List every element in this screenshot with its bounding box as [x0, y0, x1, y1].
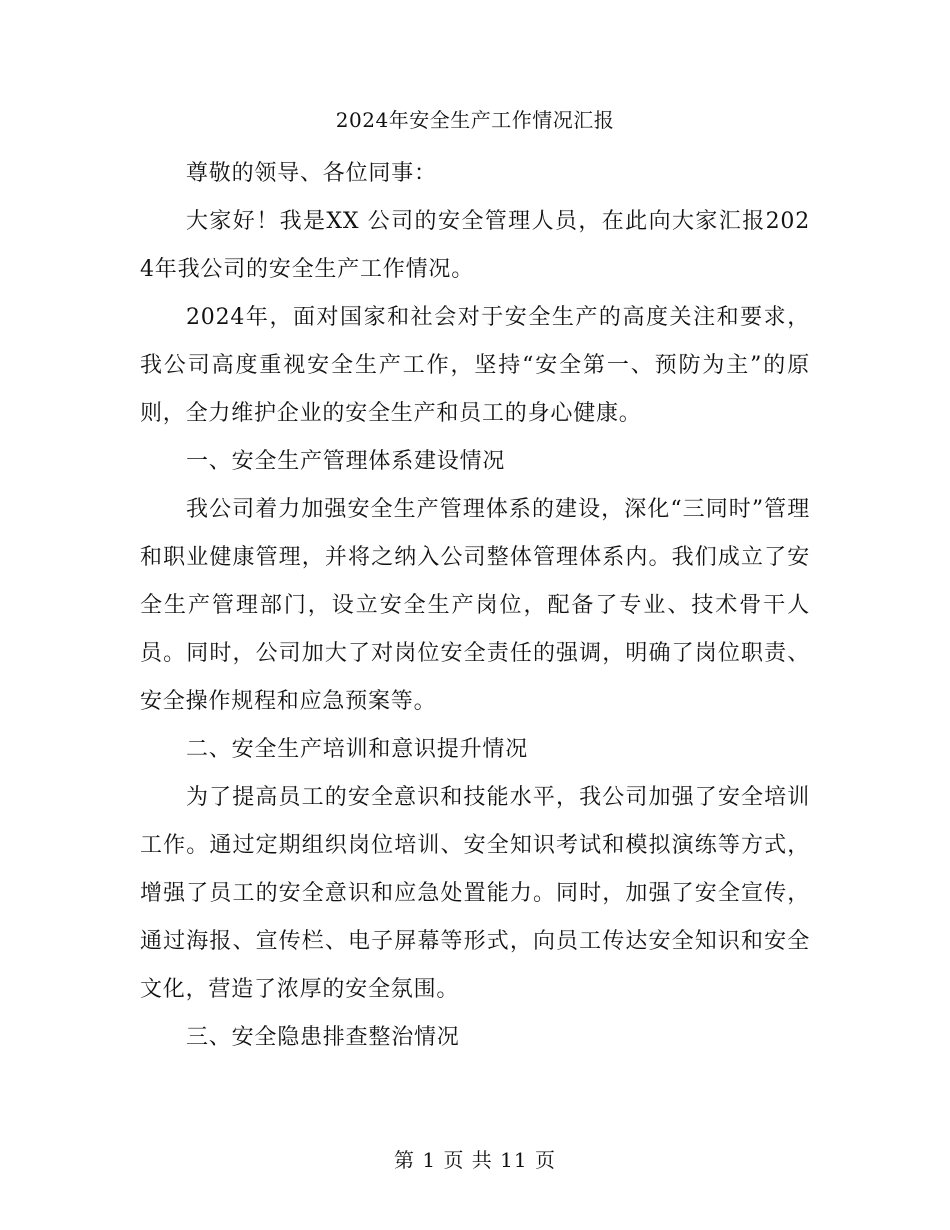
document-body [140, 150, 810, 1062]
section-2-paragraph: 为了提高员工的安全意识和技能水平，我公司加强了安全培训工作。通过定期组织岗位培训、安全知识考试和模拟演练等方式，增强了员工的安全意识和应急处置能力。同时，加强了安全宣传，通过海报、宣传栏、电子屏幕等形式，向员工传达安全知识和安全文化，营造了浓厚的安全氛围。 [140, 785, 810, 1002]
section-heading-3: 三、安全隐患排查整治情况 [186, 1025, 460, 1050]
intro-paragraph: 大家好！我是XX 公司的安全管理人员，在此向大家汇报2024年我公司的安全生产工作情况。 [140, 209, 810, 282]
section-heading-2: 二、安全生产培训和意识提升情况 [186, 737, 529, 762]
overview-paragraph: 2024年，面对国家和社会对于安全生产的高度关注和要求，我公司高度重视安全生产工作，坚持“安全第一、预防为主”的原则，全力维护企业的安全生产和员工的身心健康。 [140, 305, 810, 426]
section-1-paragraph: 我公司着力加强安全生产管理体系的建设，深化“三同时”管理和职业健康管理，并将之纳入公司整体管理体系内。我们成立了安全生产管理部门，设立安全生产岗位，配备了专业、技术骨干人员。同时，公司加大了对岗位安全责任的强调，明确了岗位职责、安全操作规程和应急预案等。 [140, 497, 810, 714]
page-number: 第 1 页 共 11 页 [394, 1148, 556, 1172]
section-heading-1: 一、安全生产管理体系建设情况 [186, 449, 506, 474]
document-title: 2024年安全生产工作情况汇报 [335, 108, 615, 132]
salutation: 尊敬的领导、各位同事： [186, 161, 437, 186]
